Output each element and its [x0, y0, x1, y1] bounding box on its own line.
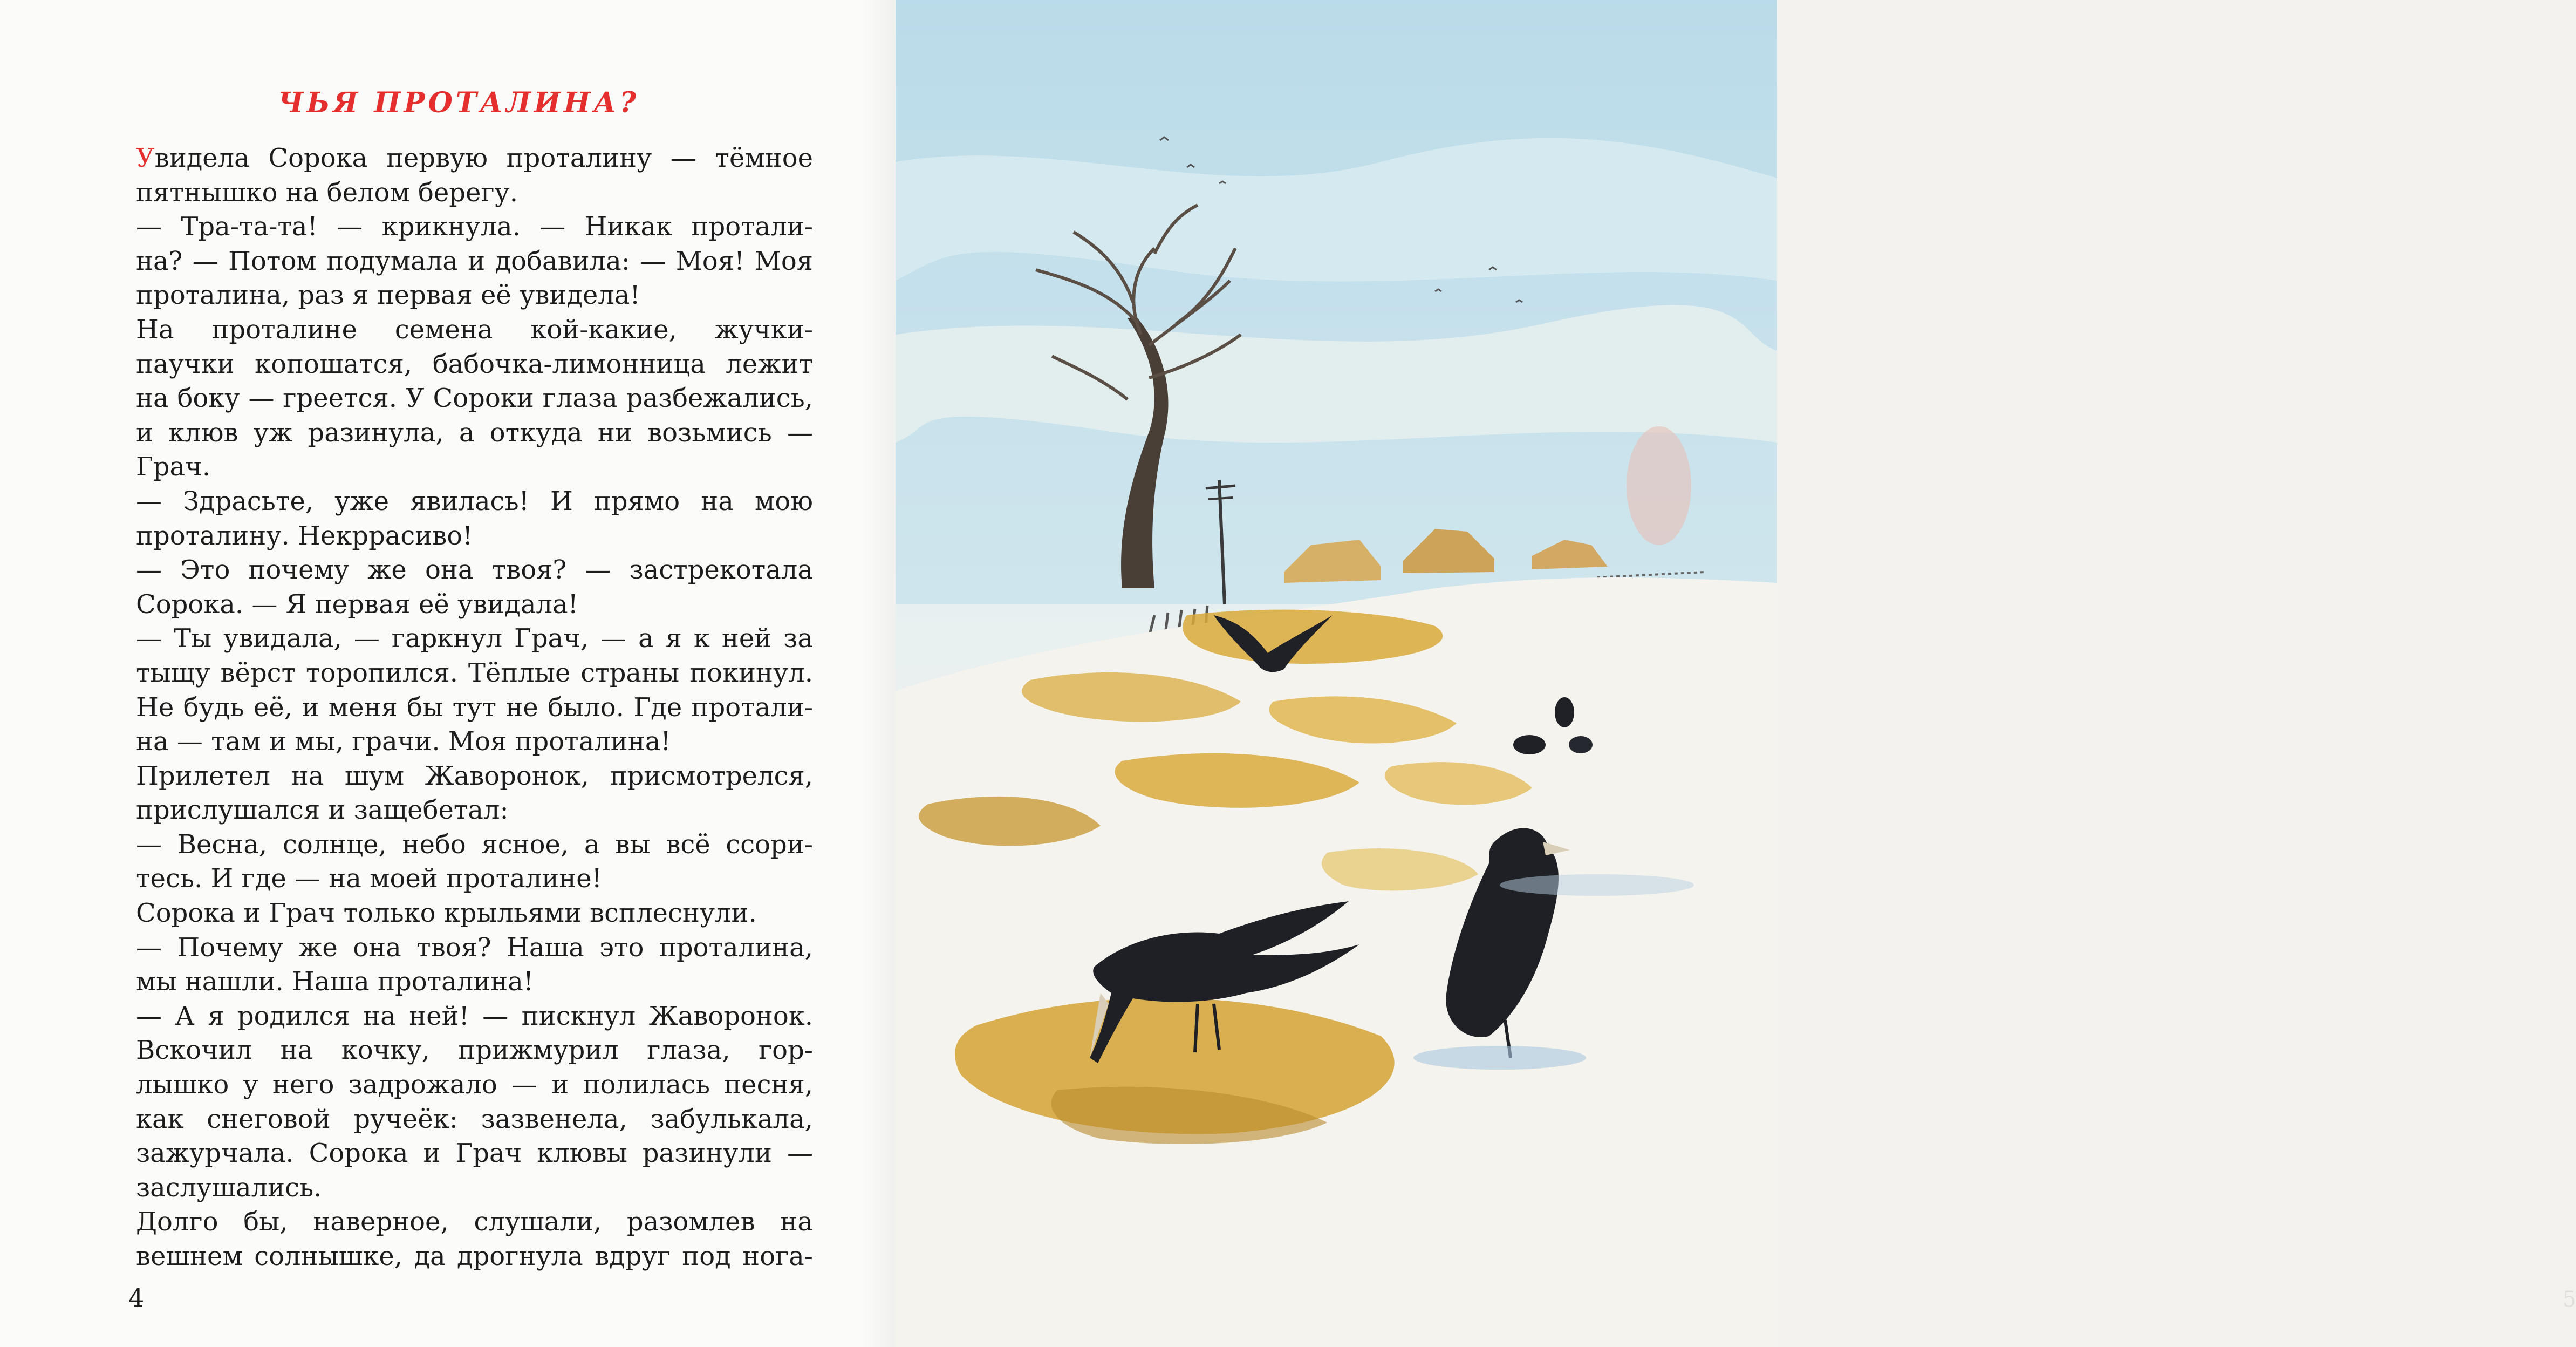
small-crow	[1555, 697, 1574, 727]
text-line: лышко у него задрожало — и полилась песня,	[136, 1070, 813, 1100]
text-line: на? — Потом подумала и добавила: — Моя! Моя	[136, 246, 813, 276]
first-line-text: видела Сорока первую проталину — тёмное	[154, 143, 813, 173]
text-line: На проталине семена кой-какие, жучки-	[136, 314, 813, 345]
text-line: тыщу вёрст торопился. Тёплые страны покинул.	[136, 657, 813, 688]
snow-shadow	[1500, 874, 1694, 896]
watercolor-illustration	[896, 0, 1777, 1347]
text-line	[136, 141, 813, 176]
text-line: — Весна, солнце, небо ясное, а вы всё ссори-	[136, 829, 813, 860]
text-line: — Это почему же она твоя? — застрекотала	[136, 555, 813, 586]
text-line: Вскочил на кочку, прижмурил глаза, гор-	[136, 1035, 813, 1066]
page-number: 4	[128, 1283, 145, 1312]
story-text	[136, 141, 813, 1274]
text-line: проталину. Некррасиво!	[136, 520, 473, 551]
small-crow	[1513, 735, 1546, 754]
drop-cap: У	[136, 143, 155, 173]
text-line: вешнем солнышке, да дрогнула вдруг под нога-	[136, 1241, 813, 1271]
text-line: — Ты увидала, — гаркнул Грач, — а я к ней за	[136, 623, 813, 654]
text-line: заслушались.	[136, 1172, 322, 1203]
text-line: Сорока и Грач только крыльями всплеснули.	[136, 898, 757, 929]
text-line: и клюв уж разинула, а откуда ни возьмись —	[136, 417, 813, 448]
text-line: паучки копошатся, бабочка-лимонница лежит	[136, 349, 813, 379]
text-line: — А я родился на ней! — пискнул Жаворонок.	[136, 1001, 813, 1031]
text-line: на — там и мы, грачи. Моя проталина!	[136, 726, 671, 757]
text-line: Грач.	[136, 452, 211, 482]
text-line: Сорока. — Я первая её увидала!	[136, 589, 578, 620]
illustration-page	[896, 0, 2576, 1347]
text-line: проталина, раз я первая её увидела!	[136, 280, 640, 311]
text-line: мы нашли. Наша проталина!	[136, 967, 534, 997]
text-line: Долго бы, наверное, слушали, разомлев на	[136, 1207, 813, 1237]
distant-tree	[1627, 426, 1691, 545]
ghost-page-number: 5	[2563, 1287, 2576, 1312]
text-line: пятнышко на белом берегу.	[136, 177, 518, 208]
story-title: ЧЬЯ ПРОТАЛИНА?	[278, 86, 639, 119]
text-line: Не будь её, и меня бы тут не было. Где протали-	[136, 692, 813, 723]
left-page	[0, 0, 896, 1347]
text-line: — Почему же она твоя? Наша это проталина,	[136, 932, 813, 963]
text-line: прислушался и защебетал:	[136, 795, 509, 826]
text-line: как снеговой ручеёк: зазвенела, забулькала,	[136, 1104, 813, 1134]
text-line: на боку — греется. У Сороки глаза разбежались,	[136, 383, 813, 414]
text-line: тесь. И где — на моей проталине!	[136, 863, 602, 894]
text-line: Прилетел на шум Жаворонок, присмотрелся,	[136, 760, 813, 791]
snow-shadow	[1413, 1046, 1586, 1070]
small-crow	[1569, 736, 1593, 753]
text-line: — Тра-та-та! — крикнула. — Никак протали-	[136, 212, 813, 242]
text-line: — Здрасьте, уже явилась! И прямо на мою	[136, 486, 813, 516]
text-line: зажурчала. Сорока и Грач клювы разинули —	[136, 1138, 813, 1169]
